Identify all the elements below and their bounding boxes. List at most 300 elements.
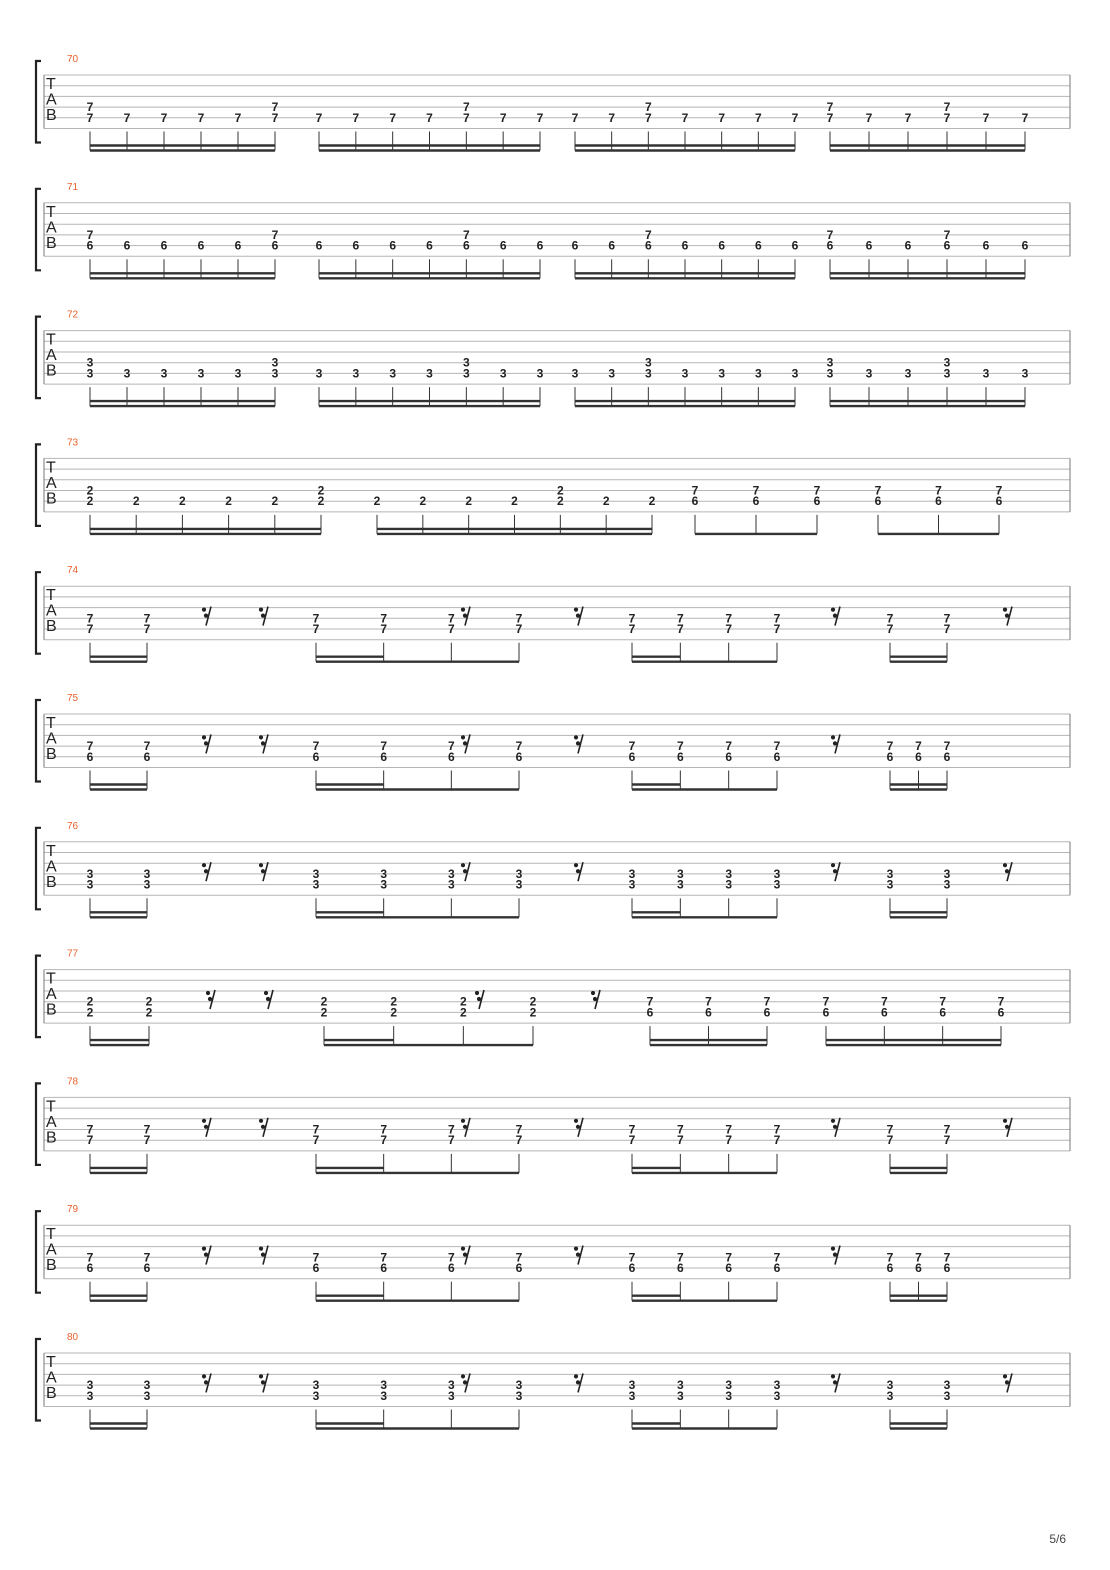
fret-number: 3 (725, 877, 733, 892)
fret-number: 7 (628, 1122, 636, 1137)
fret-number: 3 (571, 366, 579, 381)
rest-dot (831, 1247, 835, 1251)
fret-number: 7 (447, 739, 455, 754)
fret-number: 7 (447, 1122, 455, 1137)
fret-number: 3 (380, 1388, 388, 1403)
fret-number: 2 (419, 494, 427, 509)
fret-number: 3 (123, 366, 131, 381)
fret-number: 3 (791, 366, 799, 381)
fret-number: 3 (943, 866, 951, 881)
fret-number: 7 (676, 1133, 684, 1148)
rest-dot (831, 735, 835, 739)
measure-number: 78 (67, 1076, 79, 1088)
rest-dot (574, 1119, 578, 1123)
fret-number: 3 (380, 866, 388, 881)
fret-number: 3 (904, 366, 912, 381)
fret-number: 3 (826, 355, 834, 370)
fret-number: 6 (143, 749, 151, 764)
fret-number: 2 (86, 494, 94, 509)
tab-clef-letter: A (46, 91, 57, 109)
fret-number: 3 (718, 366, 726, 381)
tab-clef-letter: A (46, 1113, 57, 1131)
tab-clef-letter: T (46, 1226, 56, 1244)
fret-number: 7 (86, 622, 94, 636)
fret-number: 3 (725, 1388, 733, 1403)
fret-number: 7 (86, 739, 94, 754)
fret-number: 3 (536, 366, 544, 381)
fret-number: 7 (644, 100, 652, 115)
rest-dot (461, 1119, 465, 1123)
fret-number: 6 (197, 238, 205, 253)
fret-number: 6 (160, 238, 168, 253)
fret-number: 7 (312, 739, 320, 754)
fret-number: 2 (465, 494, 473, 509)
rest-dot (574, 1374, 578, 1378)
fret-number: 6 (86, 238, 94, 253)
fret-number: 3 (886, 877, 894, 892)
fret-number: 6 (1021, 238, 1029, 253)
fret-number: 6 (644, 238, 652, 253)
fret-number: 3 (389, 366, 397, 381)
system-bracket (36, 572, 41, 654)
rest-dot (574, 1247, 578, 1251)
fret-number: 7 (725, 622, 733, 636)
fret-number: 7 (389, 110, 397, 125)
rest-dot (202, 735, 206, 739)
fret-number: 6 (426, 238, 433, 253)
rest-dot (831, 1374, 835, 1378)
fret-number: 7 (773, 1122, 781, 1137)
rest-dot (461, 1247, 465, 1251)
fret-number: 6 (754, 238, 762, 253)
fret-number: 7 (752, 483, 760, 498)
fret-number: 2 (86, 1005, 94, 1020)
measure-number: 75 (67, 693, 79, 704)
fret-number: 3 (462, 355, 470, 370)
fret-number: 3 (380, 877, 388, 892)
fret-number: 2 (86, 483, 94, 498)
fret-number: 7 (628, 611, 636, 626)
fret-number: 7 (725, 611, 733, 626)
fret-number: 3 (447, 1378, 455, 1393)
measure-number: 72 (67, 309, 79, 321)
fret-number: 3 (676, 866, 684, 881)
fret-number: 7 (197, 110, 205, 125)
fret-number: 6 (813, 494, 821, 509)
fret-number: 7 (676, 622, 684, 636)
fret-number: 6 (773, 749, 781, 764)
fret-number: 7 (681, 110, 689, 125)
fret-number: 3 (312, 866, 320, 881)
tab-clef-letter: A (46, 219, 57, 237)
fret-number: 7 (676, 1250, 684, 1265)
tab-clef-letter: B (46, 873, 57, 891)
fret-number: 7 (447, 1133, 455, 1148)
fret-number: 7 (886, 1250, 894, 1265)
fret-number: 7 (515, 622, 523, 636)
fret-number: 3 (352, 366, 360, 381)
fret-number: 2 (390, 994, 398, 1009)
fret-number: 3 (462, 366, 470, 381)
fret-number: 7 (271, 227, 279, 242)
fret-number: 7 (705, 994, 712, 1009)
tab-clef-letter: T (46, 842, 56, 860)
fret-number: 7 (536, 110, 544, 125)
fret-number: 7 (315, 110, 323, 125)
rest-dot (831, 863, 835, 867)
fret-number: 6 (791, 238, 799, 253)
fret-number: 3 (1021, 366, 1029, 381)
fret-number: 3 (86, 866, 94, 881)
tab-clef-letter: T (46, 587, 56, 605)
fret-number: 2 (373, 494, 381, 509)
fret-number: 7 (143, 622, 151, 636)
fret-number: 2 (86, 994, 94, 1009)
fret-number: 2 (225, 494, 232, 509)
fret-number: 6 (234, 238, 242, 253)
fret-number: 6 (499, 238, 507, 253)
fret-number: 2 (556, 483, 564, 498)
fret-number: 3 (380, 1378, 388, 1393)
fret-number: 6 (725, 1261, 733, 1275)
fret-number: 2 (317, 483, 325, 498)
system-bracket (36, 700, 41, 782)
tab-clef-letter: B (46, 618, 57, 636)
tab-clef-letter: A (46, 602, 57, 620)
fret-number: 7 (571, 110, 579, 125)
rest-dot (591, 991, 595, 995)
fret-number: 2 (271, 494, 279, 509)
fret-number: 7 (826, 110, 834, 125)
fret-number: 3 (773, 1378, 781, 1393)
fret-number: 7 (380, 1250, 388, 1265)
fret-number: 7 (997, 994, 1005, 1009)
fret-number: 7 (515, 1122, 523, 1137)
fret-number: 3 (234, 366, 242, 381)
rest-dot (574, 735, 578, 739)
fret-number: 3 (515, 1388, 523, 1403)
system-bracket (36, 61, 41, 143)
rest-dot (259, 1374, 263, 1378)
fret-number: 7 (943, 1133, 951, 1148)
fret-number: 3 (725, 866, 733, 881)
fret-number: 7 (499, 110, 507, 125)
system-bracket (36, 1083, 41, 1165)
fret-number: 7 (773, 611, 781, 626)
tab-clef-letter: A (46, 1369, 57, 1387)
fret-number: 2 (317, 494, 325, 509)
fret-number: 7 (939, 994, 947, 1009)
fret-number: 3 (628, 866, 636, 881)
fret-number: 3 (86, 366, 94, 381)
tab-clef-letter: B (46, 234, 57, 252)
fret-number: 6 (389, 238, 397, 253)
measure-number: 80 (67, 1332, 79, 1343)
fret-number: 7 (123, 110, 131, 125)
fret-number: 2 (132, 494, 140, 509)
fret-number: 3 (773, 866, 781, 881)
tab-clef-letter: T (46, 203, 56, 221)
tab-clef-letter: B (46, 1129, 57, 1147)
tab-clef-letter: B (46, 490, 57, 508)
fret-number: 3 (499, 366, 507, 381)
tab-clef-letter: A (46, 1241, 57, 1259)
rest-dot (202, 863, 206, 867)
fret-number: 2 (529, 994, 537, 1009)
fret-number: 6 (705, 1005, 712, 1020)
fret-number: 3 (143, 866, 151, 881)
fret-number: 7 (943, 611, 951, 626)
fret-number: 3 (886, 1388, 894, 1403)
rest-dot (574, 608, 578, 612)
tab-clef-letter: B (46, 362, 57, 380)
rest-dot (574, 863, 578, 867)
rest-dot (831, 608, 835, 612)
fret-number: 6 (943, 1261, 951, 1275)
fret-number: 7 (822, 994, 830, 1009)
fret-number: 3 (943, 355, 951, 370)
fret-number: 3 (86, 877, 94, 892)
fret-number: 6 (515, 749, 523, 764)
fret-number: 3 (943, 1378, 951, 1393)
tab-clef-letter: T (46, 715, 56, 732)
system-bracket (36, 444, 41, 526)
measure-number: 73 (67, 437, 79, 449)
tab-clef-letter: A (46, 347, 57, 365)
measure-number: 77 (67, 948, 79, 960)
rest-dot (206, 991, 210, 995)
rest-dot (264, 991, 268, 995)
fret-number: 3 (754, 366, 762, 381)
fret-number: 7 (791, 110, 799, 125)
fret-number: 3 (628, 877, 636, 892)
fret-number: 7 (380, 1122, 388, 1137)
fret-number: 3 (628, 1378, 636, 1393)
fret-number: 6 (718, 238, 726, 253)
fret-number: 7 (447, 622, 455, 636)
fret-number: 7 (725, 1250, 733, 1265)
fret-number: 7 (725, 1122, 733, 1137)
fret-number: 7 (312, 1122, 320, 1137)
fret-number: 7 (880, 994, 888, 1009)
fret-number: 7 (86, 100, 94, 115)
fret-number: 7 (676, 1122, 684, 1137)
measure-number: 76 (67, 820, 79, 832)
fret-number: 7 (271, 100, 279, 115)
fret-number: 3 (86, 355, 94, 370)
fret-number: 6 (826, 238, 834, 253)
fret-number: 7 (886, 1122, 894, 1137)
fret-number: 3 (676, 1378, 684, 1393)
fret-number: 2 (459, 1005, 467, 1020)
fret-number: 7 (515, 1133, 523, 1148)
fret-number: 6 (874, 494, 882, 509)
fret-number: 3 (312, 877, 320, 892)
fret-number: 7 (143, 1122, 151, 1137)
fret-number: 3 (515, 1378, 523, 1393)
rest-dot (1003, 608, 1007, 612)
fret-number: 7 (982, 110, 990, 125)
measure-number: 74 (67, 565, 79, 577)
fret-number: 7 (462, 110, 470, 125)
measure-number: 71 (67, 181, 79, 193)
rest-dot (461, 735, 465, 739)
tab-clef-letter: T (46, 76, 56, 93)
fret-number: 3 (143, 877, 151, 892)
fret-number: 7 (160, 110, 168, 125)
fret-number: 6 (628, 1261, 636, 1275)
fret-number: 3 (197, 366, 205, 381)
fret-number: 6 (935, 494, 942, 509)
fret-number: 7 (628, 622, 636, 636)
fret-number: 7 (763, 994, 771, 1009)
fret-number: 7 (143, 611, 151, 626)
fret-number: 7 (515, 611, 523, 626)
fret-number: 2 (179, 494, 186, 509)
fret-number: 7 (773, 1133, 781, 1148)
fret-number: 6 (904, 238, 912, 253)
fret-number: 6 (315, 238, 323, 253)
fret-number: 7 (935, 483, 942, 498)
tab-clef-letter: T (46, 331, 56, 349)
fret-number: 7 (915, 1250, 922, 1265)
fret-number: 3 (826, 366, 834, 381)
fret-number: 7 (628, 739, 636, 754)
fret-number: 2 (529, 1005, 537, 1020)
fret-number: 7 (143, 739, 151, 754)
tab-clef-letter: T (46, 459, 56, 477)
fret-number: 3 (865, 366, 873, 381)
fret-number: 7 (718, 110, 726, 125)
rest-dot (461, 863, 465, 867)
fret-number: 6 (725, 749, 733, 764)
fret-number: 7 (380, 611, 388, 626)
fret-number: 6 (447, 749, 455, 764)
rest-dot (259, 1119, 263, 1123)
fret-number: 3 (86, 1388, 94, 1403)
system-bracket (36, 1211, 41, 1293)
fret-number: 3 (644, 355, 652, 370)
tab-clef-letter: T (46, 1354, 56, 1371)
fret-number: 6 (943, 749, 951, 764)
tab-clef-letter: A (46, 986, 57, 1004)
fret-number: 7 (644, 227, 652, 242)
fret-number: 2 (390, 1005, 398, 1020)
fret-number: 6 (676, 1261, 684, 1275)
fret-number: 2 (602, 494, 610, 509)
fret-number: 6 (123, 238, 131, 253)
fret-number: 7 (676, 739, 684, 754)
fret-number: 7 (865, 110, 873, 125)
rest-dot (1003, 1374, 1007, 1378)
fret-number: 3 (447, 866, 455, 881)
fret-number: 3 (982, 366, 990, 381)
rest-dot (202, 1374, 206, 1378)
fret-number: 6 (880, 1005, 888, 1020)
fret-number: 2 (145, 994, 153, 1009)
fret-number: 7 (312, 622, 320, 636)
fret-number: 7 (826, 100, 834, 115)
measure-number: 79 (67, 1204, 79, 1216)
fret-number: 6 (691, 494, 699, 509)
tab-clef-letter: B (46, 1001, 57, 1019)
fret-number: 6 (380, 749, 388, 764)
tab-clef-letter: T (46, 1098, 56, 1116)
fret-number: 6 (462, 238, 470, 253)
fret-number: 2 (145, 1005, 153, 1020)
fret-number: 3 (681, 366, 689, 381)
fret-number: 7 (352, 110, 360, 125)
fret-number: 3 (943, 366, 951, 381)
fret-number: 7 (86, 1250, 94, 1265)
fret-number: 7 (943, 622, 951, 636)
fret-number: 3 (676, 1388, 684, 1403)
rest-dot (259, 608, 263, 612)
fret-number: 3 (312, 1388, 320, 1403)
fret-number: 7 (886, 739, 894, 754)
fret-number: 3 (271, 355, 279, 370)
fret-number: 7 (312, 1250, 320, 1265)
fret-number: 7 (691, 483, 699, 498)
fret-number: 2 (459, 994, 467, 1009)
rest-dot (461, 1374, 465, 1378)
fret-number: 7 (886, 611, 894, 626)
fret-number: 7 (380, 1133, 388, 1148)
rest-dot (1003, 1119, 1007, 1123)
fret-number: 7 (943, 227, 951, 242)
fret-number: 7 (725, 739, 733, 754)
fret-number: 3 (86, 1378, 94, 1393)
fret-number: 6 (886, 749, 894, 764)
fret-number: 2 (511, 494, 518, 509)
rest-dot (259, 735, 263, 739)
fret-number: 2 (556, 494, 564, 509)
fret-number: 6 (143, 1261, 151, 1275)
rest-dot (1003, 863, 1007, 867)
fret-number: 7 (886, 1133, 894, 1148)
fret-number: 7 (143, 1133, 151, 1148)
fret-number: 3 (943, 877, 951, 892)
rest-dot (475, 991, 479, 995)
fret-number: 7 (826, 227, 834, 242)
tab-clef-letter: B (46, 746, 57, 763)
fret-number: 6 (995, 494, 1003, 509)
fret-number: 7 (271, 110, 279, 125)
rest-dot (259, 1247, 263, 1251)
fret-number: 2 (320, 1005, 328, 1020)
fret-number: 6 (646, 1005, 654, 1020)
fret-number: 7 (773, 622, 781, 636)
fret-number: 6 (86, 1261, 94, 1275)
fret-number: 7 (995, 483, 1003, 498)
fret-number: 6 (271, 238, 279, 253)
fret-number: 7 (628, 1133, 636, 1148)
fret-number: 3 (271, 366, 279, 381)
fret-number: 7 (813, 483, 821, 498)
fret-number: 6 (608, 238, 616, 253)
fret-number: 6 (886, 1261, 894, 1275)
fret-number: 3 (143, 1388, 151, 1403)
fret-number: 6 (822, 1005, 830, 1020)
fret-number: 7 (754, 110, 762, 125)
fret-number: 7 (86, 1122, 94, 1137)
fret-number: 6 (312, 749, 320, 764)
fret-number: 6 (515, 1261, 523, 1275)
rest-dot (202, 1247, 206, 1251)
fret-number: 7 (380, 739, 388, 754)
fret-number: 2 (320, 994, 328, 1009)
tab-clef-letter: B (46, 107, 57, 124)
